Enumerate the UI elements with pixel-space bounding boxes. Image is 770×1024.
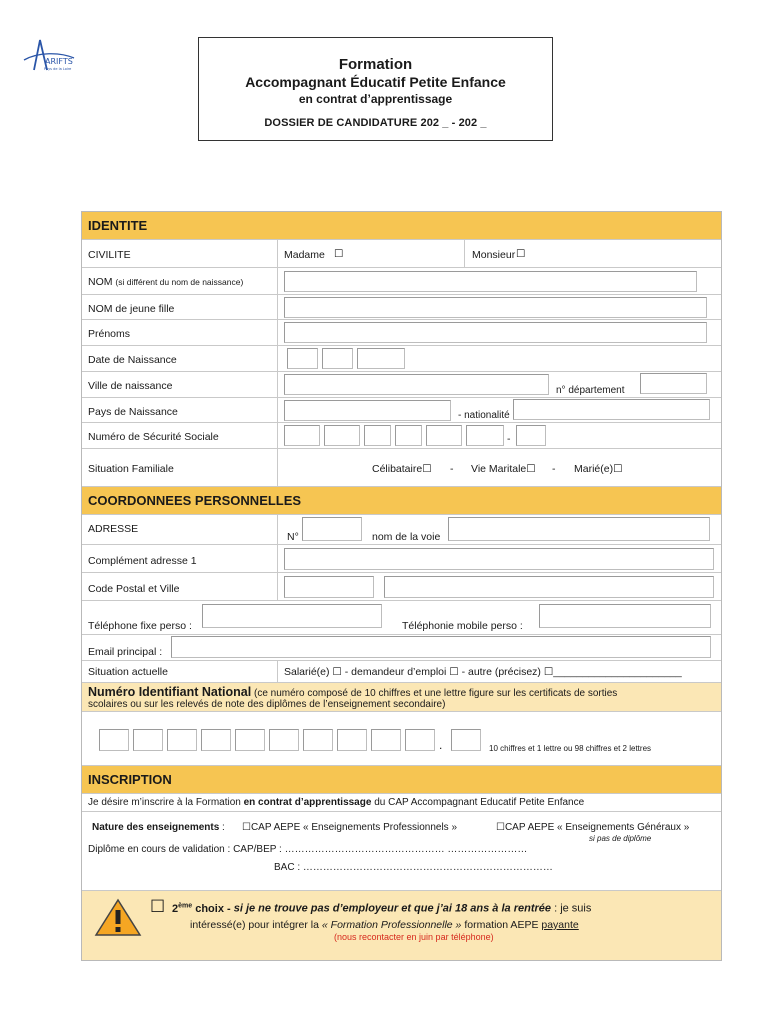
row-nin-header (82, 683, 721, 712)
voie-input[interactable] (448, 517, 710, 541)
section-coordonnees-title: COORDONNEES PERSONNELLES (82, 487, 721, 515)
choix2-note: (nous recontacter en juin par téléphone) (334, 932, 494, 942)
row-inscription-intro (82, 794, 721, 812)
row-nom (82, 268, 721, 295)
nin-dot: . (439, 738, 443, 752)
nin-heading (88, 685, 617, 699)
situation-actuelle-label: Situation actuelle (88, 666, 168, 678)
email-label: Email principal : (88, 646, 163, 658)
header-title: Formation (338, 56, 413, 73)
secu-input-5[interactable] (426, 425, 462, 446)
ville-naissance-label: Ville de naissance (88, 380, 173, 392)
svg-text:Pays de la Loire: Pays de la Loire (44, 67, 72, 71)
nin-hint: 10 chiffres et 1 lettre ou 98 chiffres et 2 lettres (489, 744, 652, 753)
nin-title: Numéro Identifiant National (88, 685, 252, 699)
civilite-label: CIVILITE (88, 249, 131, 261)
adresse-label: ADRESSE (88, 523, 139, 535)
option-generaux-note: si pas de diplôme (589, 834, 652, 843)
secu-input-6[interactable] (466, 425, 504, 446)
birth-month-input[interactable] (322, 348, 353, 369)
secu-input-2[interactable] (324, 425, 360, 446)
row-prenoms (82, 320, 721, 346)
bac-line: BAC : ………………………………………………………………… (274, 862, 553, 873)
birth-day-input[interactable] (287, 348, 318, 369)
email-input[interactable] (171, 636, 711, 658)
celibataire-option[interactable]: Célibataire☐ (372, 463, 432, 475)
nom-note: (si différent du nom de naissance) (115, 277, 244, 287)
numero-input[interactable] (302, 517, 362, 541)
departement-input[interactable] (640, 373, 707, 394)
nom-label: NOM (si différent du nom de naissance) (88, 276, 244, 288)
monsieur-checkbox[interactable]: ☐ (516, 248, 526, 260)
row-email (82, 635, 721, 661)
nin-box-1[interactable] (99, 729, 129, 751)
row-situation-actuelle (82, 661, 721, 683)
nom-input[interactable] (284, 271, 697, 292)
row-secu (82, 423, 721, 449)
pays-naissance-label: Pays de Naissance (88, 406, 178, 418)
nin-box-2[interactable] (133, 729, 163, 751)
row-civilite (82, 240, 721, 268)
arifts-logo (20, 36, 76, 76)
choix2-line1: 2ème choix - si je ne trouve pas d’employeur et que j’ai 18 ans à la rentrée : je suis (172, 902, 592, 915)
nature-enseignements: Nature des enseignements : (92, 822, 225, 833)
warning-icon (94, 897, 142, 937)
dash-2: - (552, 463, 556, 475)
secu-key-input[interactable] (516, 425, 546, 446)
date-naissance-label: Date de Naissance (88, 354, 177, 366)
code-postal-input[interactable] (284, 576, 374, 598)
situation-familiale-label: Situation Familiale (88, 463, 174, 475)
nin-note-2: scolaires ou sur les relevés de note des diplômes de l’enseignement secondaire) (88, 699, 446, 710)
section-inscription-title: INSCRIPTION (82, 766, 721, 794)
tel-mobile-input[interactable] (539, 604, 711, 628)
voie-label: nom de la voie (372, 531, 441, 543)
row-adresse (82, 515, 721, 545)
nature-label: Nature des enseignements (92, 822, 220, 833)
row-nin-boxes (82, 712, 721, 766)
ville-input[interactable] (384, 576, 714, 598)
prenoms-input[interactable] (284, 322, 707, 343)
ville-naissance-input[interactable] (284, 374, 549, 395)
nin-box-4[interactable] (201, 729, 231, 751)
dash-1: - (450, 463, 454, 475)
section-identite-title: IDENTITE (82, 212, 721, 240)
option-professionnels[interactable]: ☐CAP AEPE « Enseignements Professionnels » (242, 822, 458, 833)
row-date-naissance (82, 346, 721, 372)
row-ville-naissance (82, 372, 721, 398)
situation-options[interactable]: Salarié(e) ☐ - demandeur d’emploi ☐ - autre (précisez) ☐______________________ (284, 666, 682, 678)
madame-label: Madame (284, 249, 325, 261)
vie-maritale-option[interactable]: Vie Maritale☐ (471, 463, 536, 475)
code-postal-label: Code Postal et Ville (88, 583, 180, 595)
monsieur-label: Monsieur (472, 249, 516, 261)
diplome-line: Diplôme en cours de validation : CAP/BEP : ………………………………………… …………………… (88, 844, 528, 855)
row-inscription-details (82, 812, 721, 891)
secu-label: Numéro de Sécurité Sociale (88, 431, 219, 443)
nin-box-10[interactable] (405, 729, 435, 751)
row-situation-familiale (82, 449, 721, 487)
tel-mobile-label: Téléphonie mobile perso : (402, 620, 523, 632)
nin-box-letter[interactable] (451, 729, 481, 751)
header-contract: en contrat d’apprentissage (298, 92, 453, 106)
tel-fixe-input[interactable] (202, 604, 382, 628)
inscription-intro: Je désire m’inscrire à la Formation en contrat d’apprentissage du CAP Accompagnant Educatif Petite Enfance (88, 797, 585, 808)
option-generaux[interactable]: ☐CAP AEPE « Enseignements Généraux » (496, 822, 690, 833)
nin-box-5[interactable] (235, 729, 265, 751)
secu-input-4[interactable] (395, 425, 422, 446)
nationalite-input[interactable] (513, 399, 710, 420)
header-box (198, 37, 553, 141)
row-nom-jeune-fille (82, 295, 721, 320)
madame-checkbox[interactable]: ☐ (334, 248, 344, 260)
complement-input[interactable] (284, 548, 714, 570)
numero-label: N° (287, 531, 299, 543)
pays-naissance-input[interactable] (284, 400, 451, 421)
nin-note: (ce numéro composé de 10 chiffres et une lettre figure sur les certificats de sorties (253, 688, 618, 699)
departement-label: n° département (556, 385, 625, 396)
secu-separator: - (507, 433, 511, 445)
header-subtitle: Accompagnant Éducatif Petite Enfance (245, 74, 506, 90)
tel-fixe-label: Téléphone fixe perso : (88, 620, 192, 632)
marie-option[interactable]: Marié(e)☐ (574, 463, 623, 475)
row-telephone (82, 601, 721, 635)
nin-box-6[interactable] (269, 729, 299, 751)
nin-box-9[interactable] (371, 729, 401, 751)
row-deuxieme-choix (82, 891, 721, 960)
nationalite-label: - nationalité (458, 410, 510, 421)
secu-input-3[interactable] (364, 425, 391, 446)
nom-jeune-fille-label: NOM de jeune fille (88, 303, 175, 315)
complement-label: Complément adresse 1 (88, 555, 197, 567)
row-complement (82, 545, 721, 573)
choix2-checkbox[interactable]: ☐ (150, 897, 166, 916)
nom-jeune-fille-input[interactable] (284, 297, 707, 318)
candidature-form (81, 211, 722, 961)
nin-box-7[interactable] (303, 729, 333, 751)
header-dossier: DOSSIER DE CANDIDATURE 202 _ - 202 _ (264, 117, 487, 129)
nin-box-3[interactable] (167, 729, 197, 751)
choix2-line2: intéressé(e) pour intégrer la « Formation Professionnelle » formation AEPE payante (190, 919, 579, 931)
prenoms-label: Prénoms (88, 328, 131, 340)
birth-year-input[interactable] (357, 348, 405, 369)
row-pays-naissance (82, 398, 721, 423)
row-code-postal (82, 573, 721, 601)
nin-box-8[interactable] (337, 729, 367, 751)
svg-text:ARIFTS: ARIFTS (45, 57, 73, 66)
secu-input-1[interactable] (284, 425, 320, 446)
